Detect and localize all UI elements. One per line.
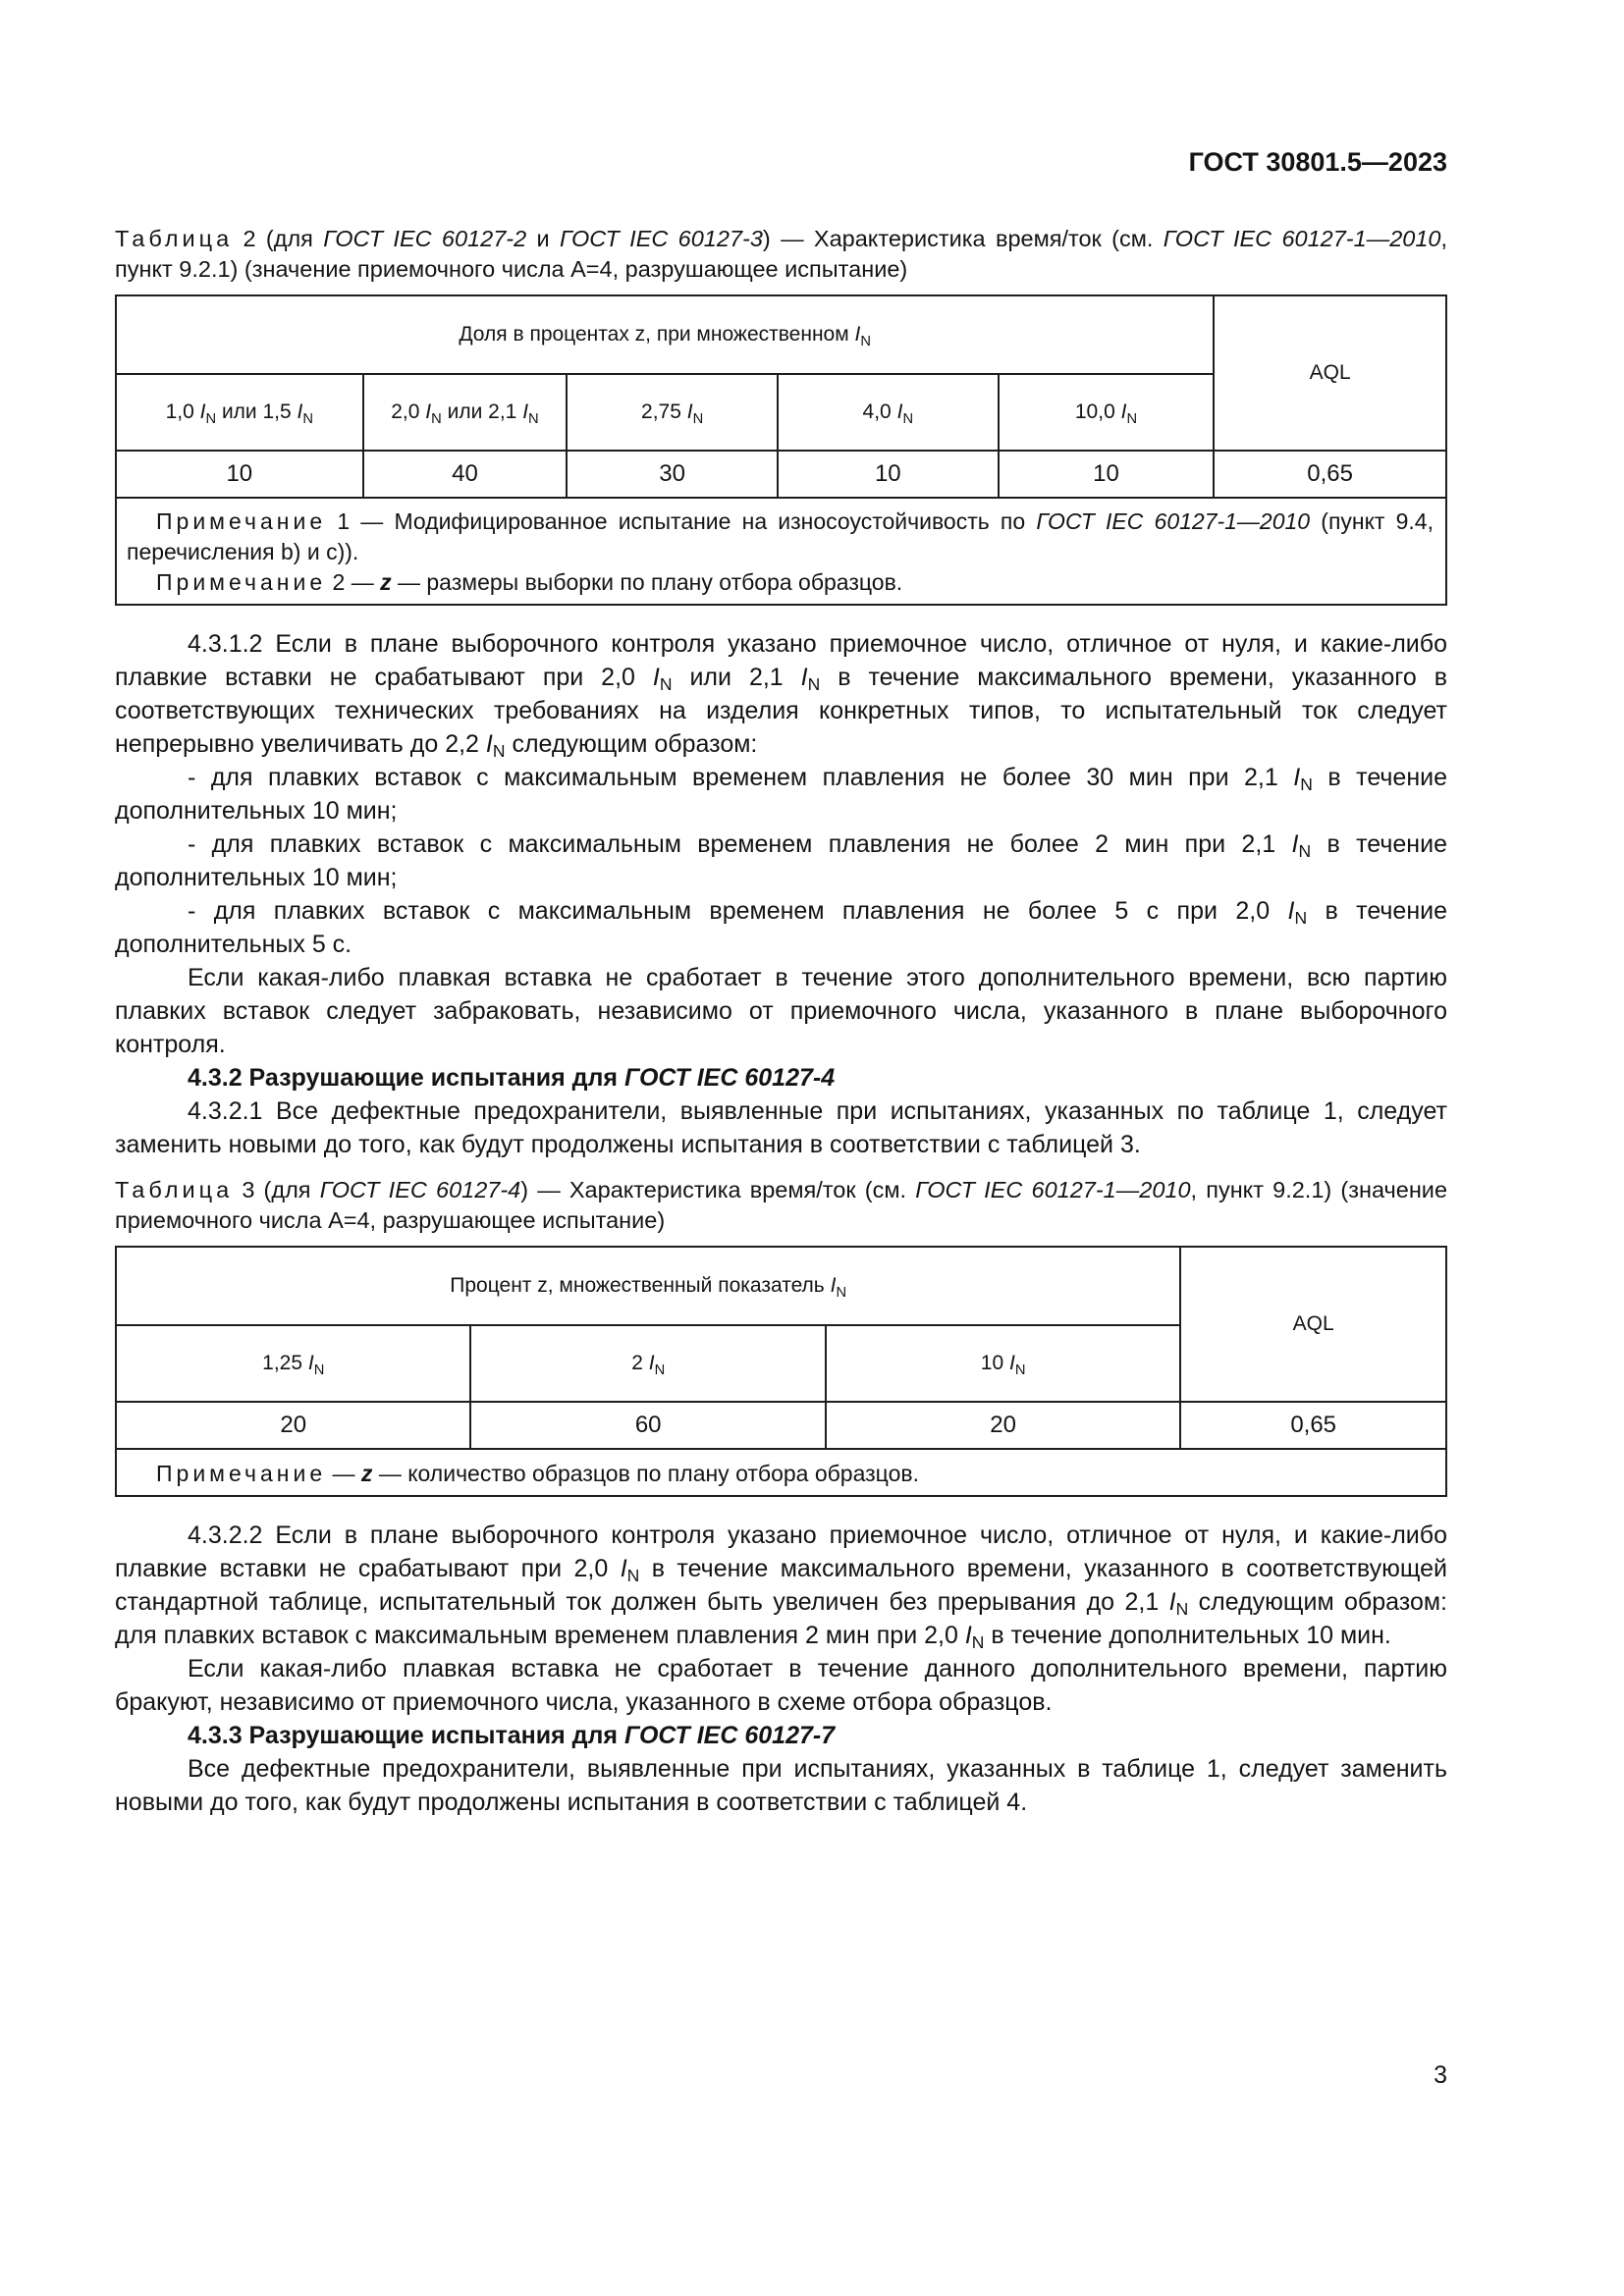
table2-caption-num: 2 <box>243 226 256 251</box>
table3-note: Примечание — z — количество образцов по плану отбора образцов. <box>116 1449 1446 1496</box>
list-item: - для плавких вставок с максимальным временем плавления не более 5 с при 2,0 $I_N$ в течение дополнительных 5 с. <box>115 897 1447 958</box>
section-heading-4-3-3: 4.3.3 Разрушающие испытания для ГОСТ IEC 60127-7 <box>188 1722 836 1749</box>
table3-cell: 20 <box>826 1402 1180 1449</box>
table2-caption-ref1: ГОСТ IEC 60127-2 <box>323 226 527 251</box>
table3-cell: 0,65 <box>1180 1402 1446 1449</box>
table2-cell: 30 <box>567 451 778 498</box>
table3 <box>115 1246 1447 1497</box>
paragraph-4-3-1-2: 4.3.1.2 Если в плане выборочного контроля указано приемочное число, отличное от нуля, и какие-либо плавкие вставки не срабатывают при 2,0 $I_N$ или 2,1 $I_N$ в течение максимального времени, указанного в соответствующих технических требованиях на изделия конкретных типов, то испытательный ток следует непрерывно увеличивать до 2,2 $I_N$ следующим образом: <box>115 630 1447 761</box>
table2-col1-header: 1,0 $I_N$ или 1,5 $I_N$ <box>116 374 363 451</box>
table2-col5-header: 10,0 $I_N$ <box>999 374 1215 451</box>
table-row <box>116 1247 1446 1325</box>
table3-aql-header: AQL <box>1180 1247 1446 1402</box>
table2-caption-p3: , пункт 9.2.1) (значение приемочного числа А=4, разрушающее испытание) <box>115 226 1448 282</box>
table3-col2-header: 2 $I_N$ <box>470 1325 825 1402</box>
table2-caption-and: и <box>536 226 550 251</box>
table-row <box>116 451 1446 498</box>
content <box>115 224 1447 1819</box>
table2-cell: 10 <box>778 451 999 498</box>
table2-cell: 0,65 <box>1214 451 1446 498</box>
table2-cell: 10 <box>999 451 1215 498</box>
table2-note2: Примечание 2 — z — размеры выборки по плану отбора образцов. <box>156 569 903 595</box>
table-row <box>116 1402 1446 1449</box>
paragraph-4-3-2-2: 4.3.2.2 Если в плане выборочного контроля указано приемочное число, отличное от нуля, и какие-либо плавкие вставки не срабатывают при 2,0 $I_N$ в течение максимального времени, указанного в соответствующей стандартной таблице, испытательный ток должен быть увеличен без прерывания до 2,1 $I_N$ следующим образом: для плавких вставок с максимальным временем плавления 2 мин при 2,0 $I_N$ в течение дополнительных 10 мин. <box>115 1522 1448 1652</box>
table3-col1-header: 1,25 $I_N$ <box>116 1325 470 1402</box>
table2-caption-p1: (для <box>265 226 313 251</box>
table2-caption-ref2: ГОСТ IEC 60127-3 <box>560 226 763 251</box>
table2-notes <box>116 498 1446 605</box>
paragraph-reject-2: Если какая-либо плавкая вставка не сработает в течение данного дополнительного времени, партию бракуют, независимо от приемочного числа, указанного в схеме отбора образцов. <box>115 1655 1447 1716</box>
table2-col2-header: 2,0 $I_N$ или 2,1 $I_N$ <box>363 374 568 451</box>
table3-group-header: Процент z, множественный показатель $I_N$ <box>116 1247 1180 1325</box>
table3-col3-header: 10 $I_N$ <box>826 1325 1180 1402</box>
table2-aql-header: AQL <box>1214 295 1446 451</box>
table2-col4-header: 4,0 $I_N$ <box>778 374 999 451</box>
page-number: 3 <box>1434 2061 1447 2089</box>
table2 <box>115 294 1447 606</box>
list-item: - для плавких вставок с максимальным временем плавления не более 30 мин при 2,1 $I_N$ в течение дополнительных 10 мин; <box>115 764 1447 825</box>
table3-caption: Таблица 3 (для ГОСТ IEC 60127-4) — Характеристика время/ток (см. ГОСТ IEC 60127-1—2010, пункт 9.2.1) (значение приемочного числа А=4, разрушающее испытание) <box>115 1177 1448 1233</box>
table2-cell: 10 <box>116 451 363 498</box>
table-row <box>116 498 1446 605</box>
table2-cell: 40 <box>363 451 568 498</box>
list-item: - для плавких вставок с максимальным временем плавления не более 2 мин при 2,1 $I_N$ в течение дополнительных 10 мин; <box>115 830 1447 891</box>
paragraph-4-3-2-1: 4.3.2.1 Все дефектные предохранители, выявленные при испытаниях, указанных по таблице 1, следует заменить новыми до того, как будут продолжены испытания в соответствии с таблицей 3. <box>115 1097 1447 1158</box>
table2-caption-ref3: ГОСТ IEC 60127-1—2010 <box>1163 226 1441 251</box>
table3-cell: 20 <box>116 1402 470 1449</box>
section-heading-4-3-2: 4.3.2 Разрушающие испытания для ГОСТ IEC 60127-4 <box>188 1064 836 1092</box>
table-row <box>116 295 1446 374</box>
table-row <box>116 1449 1446 1496</box>
table2-caption-label: Таблица <box>115 226 234 251</box>
paragraph-reject-1: Если какая-либо плавкая вставка не сработает в течение этого дополнительного времени, всю партию плавких вставок следует забраковать, независимо от приемочного числа, указанного в плане выборочного контроля. <box>115 964 1447 1058</box>
table3-cell: 60 <box>470 1402 825 1449</box>
table2-note1: Примечание 1 — Модифицированное испытание на износоустойчивость по ГОСТ IEC 60127-1—2010 (пункт 9.4, перечисления b) и c)). <box>127 508 1434 564</box>
table2-caption <box>115 224 1447 285</box>
document-header: ГОСТ 30801.5—2023 <box>1188 147 1447 177</box>
table2-caption-p2: ) — Характеристика время/ток (см. <box>762 226 1154 251</box>
paragraph-4-3-3: Все дефектные предохранители, выявленные при испытаниях, указанных в таблице 1, следует заменить новыми до того, как будут продолжены испытания в соответствии с таблицей 4. <box>115 1755 1447 1816</box>
table2-col3-header: 2,75 $I_N$ <box>567 374 778 451</box>
table2-group-header: Доля в процентах z, при множественном $I_N$ <box>116 295 1214 374</box>
